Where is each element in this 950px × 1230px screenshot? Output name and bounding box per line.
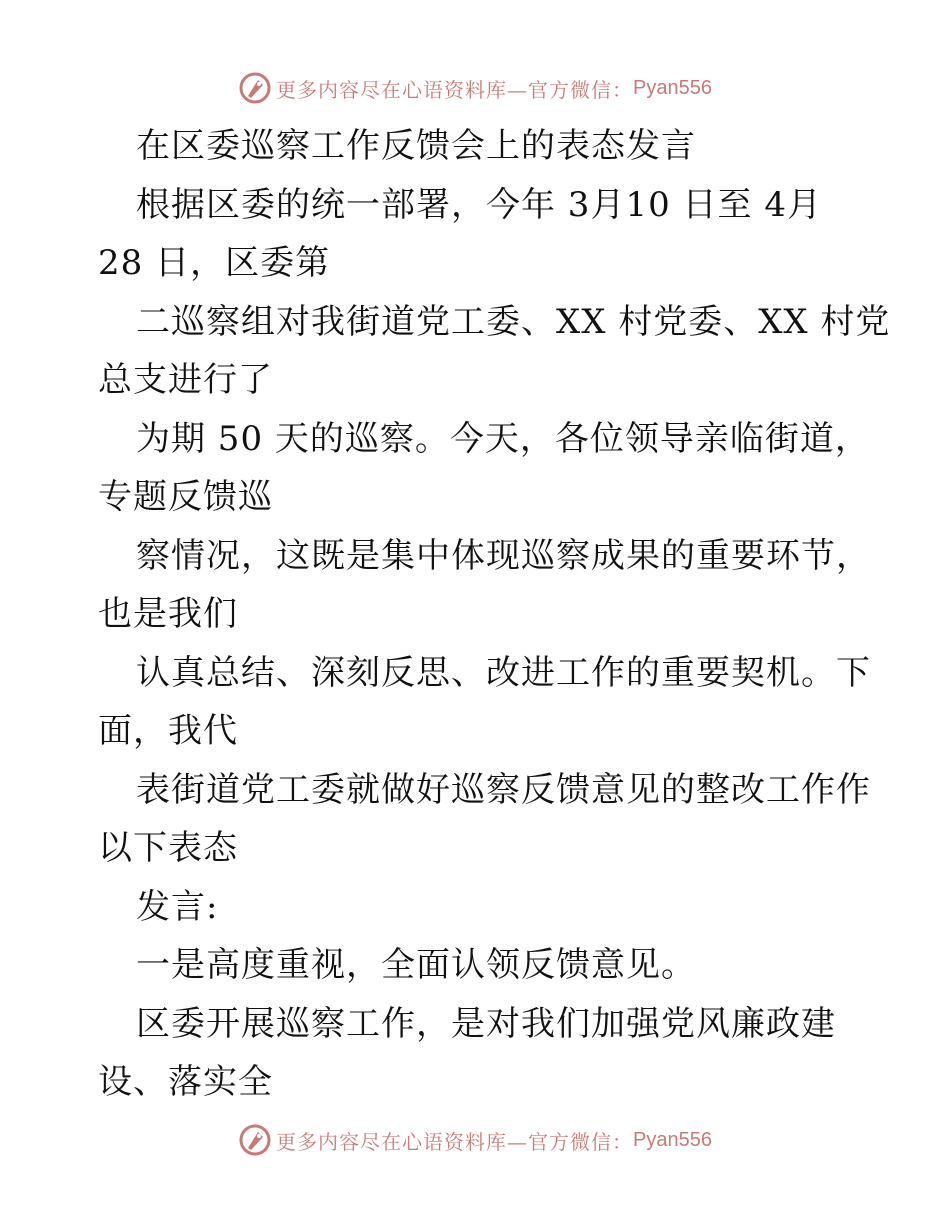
paragraph-line: 认真总结、深刻反思、改进工作的重要契机。下 <box>136 653 871 693</box>
footer-watermark <box>0 1120 950 1160</box>
watermark-text: 更多内容尽在心语资料库—官方微信： <box>276 1129 634 1154</box>
paragraph-line: 二巡察组对我街道党工委、XX 村党委、XX 村党 <box>136 302 891 342</box>
paragraph-line: 发言: <box>136 887 219 927</box>
paragraph-line: 表街道党工委就做好巡察反馈意见的整改工作作 <box>136 770 871 810</box>
section-heading: 一是高度重视，全面认领反馈意见。 <box>136 945 696 985</box>
paragraph-line: 面，我代 <box>98 711 238 751</box>
paragraph-line: 也是我们 <box>98 594 238 634</box>
paragraph-line: 区委开展巡察工作，是对我们加强党风廉政建 <box>136 1004 836 1044</box>
paragraph-line: 为期 50 天的巡察。今天，各位领导亲临街道， <box>136 419 870 459</box>
pen-nib-logo-icon <box>238 1123 272 1157</box>
watermark-wechat-id: Pyan556 <box>633 1128 712 1151</box>
paragraph-line: 28 日，区委第 <box>98 243 331 283</box>
paragraph-line: 设、落实全 <box>98 1062 273 1102</box>
paragraph-line: 专题反馈巡 <box>98 477 273 517</box>
paragraph-line: 根据区委的统一部署，今年 3月10 日至 4月 <box>136 185 822 225</box>
document-title: 在区委巡察工作反馈会上的表态发言 <box>136 126 696 166</box>
watermark-wechat-id: Pyan556 <box>633 76 712 99</box>
paragraph-line: 以下表态 <box>98 828 238 868</box>
paragraph-line: 总支进行了 <box>98 360 273 400</box>
watermark-text: 更多内容尽在心语资料库—官方微信： <box>276 77 634 102</box>
paragraph-line: 察情况，这既是集中体现巡察成果的重要环节， <box>136 536 871 576</box>
